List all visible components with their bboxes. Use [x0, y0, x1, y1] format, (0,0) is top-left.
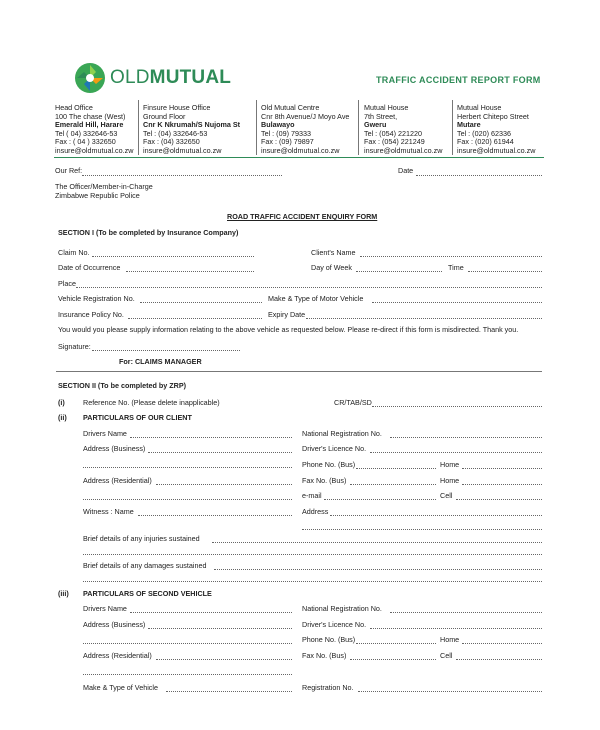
- brand-name: [110, 67, 231, 89]
- home-label: Home: [440, 460, 460, 469]
- address-residential-field-2[interactable]: [83, 499, 292, 500]
- clients-name-label: Client's Name: [311, 248, 356, 257]
- injuries-field-2[interactable]: [83, 554, 542, 555]
- date-label: Date: [398, 166, 414, 175]
- cell2-field[interactable]: [456, 659, 542, 660]
- cr-tab-sd-field[interactable]: [372, 406, 542, 407]
- policy-no-label: Insurance Policy No.: [58, 310, 124, 319]
- brand-name-bold: MUTUAL: [149, 67, 232, 88]
- cr-tab-sd-label: CR/TAB/SD: [334, 398, 372, 407]
- phone-no2-field[interactable]: [356, 643, 436, 644]
- address-business-field[interactable]: [148, 452, 292, 453]
- item-iii-number: (iii): [58, 589, 69, 598]
- damages-field-2[interactable]: [83, 581, 542, 582]
- old-mutual-logo: [74, 62, 106, 99]
- brand-name-light: OLD: [110, 67, 150, 88]
- address-residential2-label: Address (Residential): [83, 651, 152, 660]
- address-business2-field[interactable]: [148, 628, 292, 629]
- our-ref-field[interactable]: [82, 175, 282, 176]
- cell2-label: Cell: [440, 651, 453, 660]
- fax-no-field[interactable]: [350, 484, 436, 485]
- request-text: You would you please supply information relating to the above vehicle as requested below. Please re-direct if this form is misdirected. Thank you.: [58, 325, 519, 334]
- drivers-name-field[interactable]: [130, 437, 292, 438]
- time-label: Time: [448, 263, 464, 272]
- office-bulawayo: Old Mutual Centre Cnr 8th Avenue/J Moyo Ave Bulawayo Tel : (09) 79333 Fax : (09) 79897 insure@oldmutual.co.zw: [261, 103, 350, 155]
- signature-field[interactable]: [92, 350, 240, 351]
- address-field-2[interactable]: [302, 529, 542, 530]
- fax-no2-label: Fax No. (Bus): [302, 651, 347, 660]
- email-field[interactable]: [324, 499, 436, 500]
- home-field[interactable]: [462, 468, 542, 469]
- registration-no-field[interactable]: [358, 691, 542, 692]
- address-business-field-2[interactable]: [83, 467, 292, 468]
- vehicle-reg-label: Vehicle Registration No.: [58, 294, 135, 303]
- cell-label: Cell: [440, 491, 453, 500]
- drivers-licence-field[interactable]: [370, 452, 542, 453]
- address-divider: [138, 100, 139, 155]
- second-vehicle-heading: PARTICULARS OF SECOND VEHICLE: [83, 589, 212, 598]
- address-residential2-field-2[interactable]: [83, 674, 292, 675]
- make-type2-field[interactable]: [166, 691, 292, 692]
- address-label: Address: [302, 507, 329, 516]
- make-type-label: Make & Type of Motor Vehicle: [268, 294, 364, 303]
- client-heading: PARTICULARS OF OUR CLIENT: [83, 413, 192, 422]
- home2-label: Home: [440, 635, 460, 644]
- fax-no-label: Fax No. (Bus): [302, 476, 347, 485]
- form-title: TRAFFIC ACCIDENT REPORT FORM: [376, 75, 541, 85]
- phone-no2-label: Phone No. (Bus): [302, 635, 356, 644]
- email-label: e-mail: [302, 491, 322, 500]
- day-of-week-field[interactable]: [356, 271, 442, 272]
- date-occurrence-field[interactable]: [126, 271, 254, 272]
- national-reg2-field[interactable]: [390, 612, 542, 613]
- logo-emblem-icon: [74, 62, 106, 94]
- phone-no-label: Phone No. (Bus): [302, 460, 356, 469]
- address-divider: [358, 100, 359, 155]
- drivers-name-label: Drivers Name: [83, 429, 127, 438]
- make-type-field[interactable]: [372, 302, 542, 303]
- enquiry-title: ROAD TRAFFIC ACCIDENT ENQUIRY FORM: [227, 212, 378, 221]
- injuries-field[interactable]: [212, 542, 542, 543]
- home-label-2: Home: [440, 476, 460, 485]
- national-reg-label: National Registration No.: [302, 429, 382, 438]
- date-field[interactable]: [416, 175, 542, 176]
- our-ref-label: Our Ref:: [55, 166, 83, 175]
- home-field-2[interactable]: [462, 484, 542, 485]
- damages-label: Brief details of any damages sustained: [83, 561, 207, 570]
- office-finsure: Finsure House Office Ground Floor Cnr K Nkrumah/S Nujoma St Tel : (04) 332646-53 Fax : (04) 332650 insure@oldmutual.co.zw: [143, 103, 241, 155]
- section2-heading: SECTION II (To be completed by ZRP): [58, 381, 187, 390]
- office-mutare: Mutual House Herbert Chitepo Street Mutare Tel : (020) 62336 Fax : (020) 61944 insure@oldmutual.co.zw: [457, 103, 536, 155]
- place-label: Place: [58, 279, 76, 288]
- drivers-name2-field[interactable]: [130, 612, 292, 613]
- damages-field[interactable]: [214, 569, 542, 570]
- drivers-licence-label: Driver's Licence No.: [302, 444, 367, 453]
- item-ii-number: (ii): [58, 413, 67, 422]
- phone-no-field[interactable]: [356, 468, 436, 469]
- fax-no2-field[interactable]: [350, 659, 436, 660]
- section1-heading: SECTION I (To be completed by Insurance Company): [58, 228, 239, 237]
- policy-no-field[interactable]: [128, 318, 262, 319]
- for-claims-manager: For: CLAIMS MANAGER: [119, 357, 202, 366]
- addressee-line2: Zimbabwe Republic Police: [55, 191, 140, 200]
- drivers-licence2-field[interactable]: [370, 628, 542, 629]
- expiry-date-label: Expiry Date: [268, 310, 306, 319]
- expiry-date-field[interactable]: [306, 318, 542, 319]
- claim-no-field[interactable]: [92, 256, 254, 257]
- cell-field[interactable]: [456, 499, 542, 500]
- office-head: Head Office 100 The chase (West) Emerald Hill, Harare Tel ( 04) 332646-53 Fax : ( 04 ) 332650 insure@oldmutual.co.zw: [55, 103, 134, 155]
- address-business2-label: Address (Business): [83, 620, 146, 629]
- day-of-week-label: Day of Week: [311, 263, 353, 272]
- address-divider: [256, 100, 257, 155]
- address-field[interactable]: [330, 515, 542, 516]
- drivers-licence2-label: Driver's Licence No.: [302, 620, 367, 629]
- national-reg2-label: National Registration No.: [302, 604, 382, 613]
- witness-label: Witness : Name: [83, 507, 134, 516]
- address-residential2-field[interactable]: [156, 659, 292, 660]
- address-divider: [452, 100, 453, 155]
- addressee-line1: The Officer/Member-in-Charge: [55, 182, 153, 191]
- date-occurrence-label: Date of Occurrence: [58, 263, 121, 272]
- place-field[interactable]: [76, 287, 542, 288]
- address-residential-field[interactable]: [156, 484, 292, 485]
- witness-field[interactable]: [138, 515, 292, 516]
- address-residential-label: Address (Residential): [83, 476, 152, 485]
- time-field[interactable]: [468, 271, 542, 272]
- home2-field[interactable]: [462, 643, 542, 644]
- registration-no-label: Registration No.: [302, 683, 354, 692]
- header-rule: [54, 157, 544, 158]
- address-business2-field-2[interactable]: [83, 643, 292, 644]
- claim-no-label: Claim No.: [58, 248, 90, 257]
- national-reg-field[interactable]: [390, 437, 542, 438]
- signature-label: Signature:: [58, 342, 91, 351]
- address-business-label: Address (Business): [83, 444, 146, 453]
- item-i-number: (i): [58, 398, 65, 407]
- office-gweru: Mutual House 7th Street, Gweru Tel : (054) 221220 Fax : (054) 221249 insure@oldmutual.co.zw: [364, 103, 443, 155]
- injuries-label: Brief details of any injuries sustained: [83, 534, 200, 543]
- clients-name-field[interactable]: [360, 256, 542, 257]
- section-divider: [56, 371, 542, 372]
- make-type2-label: Make & Type of Vehicle: [83, 683, 158, 692]
- reference-no-label: Reference No. (Please delete inapplicable): [83, 398, 220, 407]
- vehicle-reg-field[interactable]: [140, 302, 262, 303]
- drivers-name2-label: Drivers Name: [83, 604, 127, 613]
